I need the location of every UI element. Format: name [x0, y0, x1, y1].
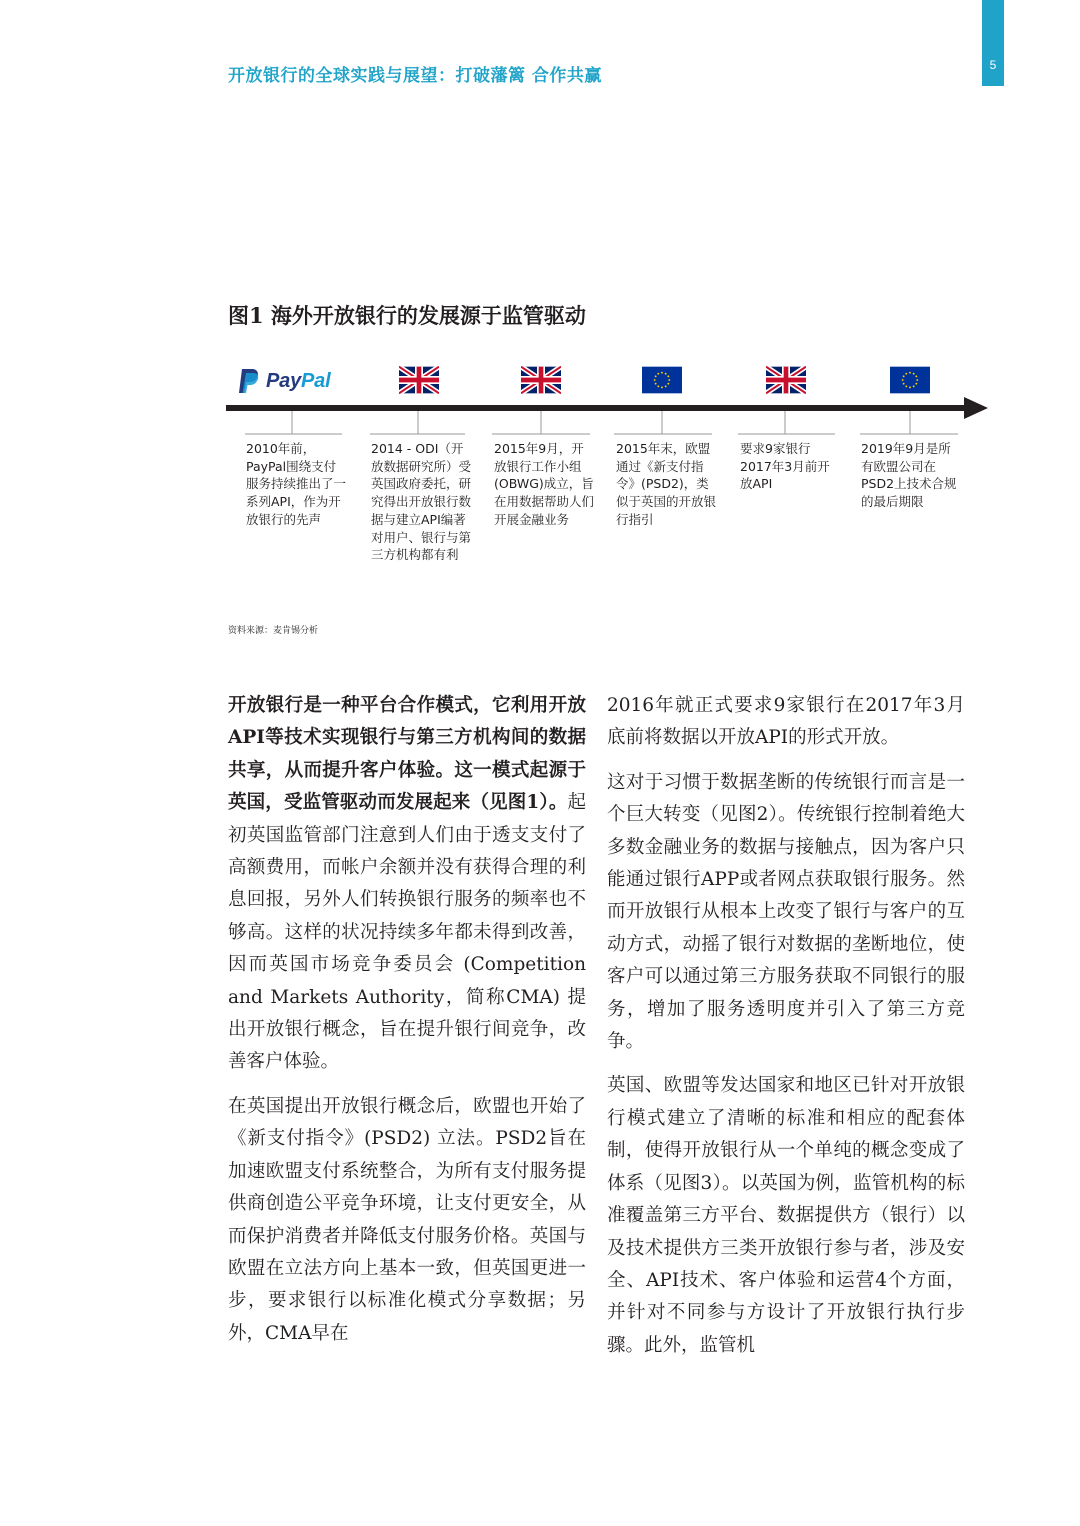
running-header: 开放银行的全球实践与展望：打破藩篱 合作共赢 [228, 66, 602, 86]
uk-flag-icon [399, 366, 439, 394]
uk-flag-icon [521, 366, 561, 394]
eu-star [665, 385, 667, 387]
eu-star [913, 373, 915, 375]
eu-star [661, 372, 663, 374]
figure-title: 图1 海外开放银行的发展源于监管驱动 [228, 303, 586, 328]
timeline-event-deadline: 2019年9月是所有欧盟公司在PSD2上技术合规的最后期限 [861, 441, 957, 510]
timeline-event-psd2: 2015年末，欧盟通过《新支付指令》(PSD2)，类似于英国的开放银行指引 [616, 441, 717, 527]
eu-star [913, 385, 915, 387]
eu-star [665, 373, 667, 375]
eu-star [909, 386, 911, 388]
eu-star [915, 375, 917, 377]
eu-star [668, 379, 670, 381]
eu-star [915, 383, 917, 385]
timeline-ticks [245, 411, 958, 434]
timeline-arrowhead [964, 397, 988, 419]
paragraph: 这对于习惯于数据垄断的传统银行而言是一个巨大转变（见图2）。传统银行控制着绝大多数金融业务的数据与接触点，因为客户只能通过银行APP或者网点获取银行服务。然而开放银行从根本上改变了银行与客户的互动方式，动摇了银行对数据的垄断地位，使客户可以通过第三方服务获取不同银行的服务，增加了服务透明度并引入了第三方竞争。 [607, 771, 965, 1053]
eu-star [903, 383, 905, 385]
body-column-left [228, 690, 586, 1362]
paragraph-text: 起初英国监管部门注意到人们由于透支支付了高额费用，而帐户余额并没有获得合理的利息回报，另外人们转换银行服务的频率也不够高。这样的状况持续多年都未得到改善，因而英国市场竞争委员会 (Competition and Markets Authority，简称CMA) 提出开放银行概念，旨在提升银行间竞争，改善客户体验。 [228, 792, 586, 1073]
eu-star [661, 386, 663, 388]
paypal-wordmark: PayPal [266, 369, 331, 392]
lead-text: 开放银行是一种平台合作模式，它利用开放API等技术实现银行与第三方机构间的数据共享，从而提升客户体验。这一模式起源于英国，受监管驱动而发展起来（见图1）。 [228, 695, 586, 814]
paypal-logo [238, 366, 330, 396]
eu-star [667, 383, 669, 385]
paragraph: 在英国提出开放银行概念后，欧盟也开始了《新支付指令》(PSD2) 立法。PSD2旨在加速欧盟支付系统整合，为所有支付服务提供商创造公平竞争环境，让支付更安全，从而保护消费者并降低支付服务价格。英国与欧盟在立法方向上基本一致，但英国更进一步，要求银行以标准化模式分享数据；另外，CMA早在 [228, 1095, 586, 1344]
paragraph: 英国、欧盟等发达国家和地区已针对开放银行模式建立了清晰的标准和相应的配套体制，使得开放银行从一个单纯的概念变成了体系（见图3）。以英国为例，监管机构的标准覆盖第三方平台、数据提供方（银行）以及技术提供方三类开放银行参与者，涉及安全、API技术、客户体验和运营4个方面，并针对不同参与方设计了开放银行执行步骤。此外，监管机 [607, 1075, 965, 1356]
eu-star [655, 383, 657, 385]
eu-star [657, 373, 659, 375]
page-number: 5 [989, 58, 997, 72]
eu-star [903, 375, 905, 377]
eu-star [905, 385, 907, 387]
eu-star [916, 379, 918, 381]
eu-star [657, 385, 659, 387]
eu-star [655, 375, 657, 377]
timeline-graphic [0, 0, 1080, 700]
timeline-event-odi: 2014 - ODI（开放数据研究所）受英国政府委托，研究得出开放银行数据与建立API编著对用户、银行与第三方机构都有利 [371, 441, 472, 563]
paragraph: 2016年就正式要求9家银行在2017年3月底前将数据以开放API的形式开放。 [607, 695, 965, 749]
eu-star [905, 373, 907, 375]
figure-source: 资料来源：麦肯锡分析 [228, 626, 319, 636]
uk-flag-icon [766, 366, 806, 394]
timeline-event-cma: 要求9家银行2017年3月前开放API [740, 441, 830, 492]
eu-star [902, 379, 904, 381]
timeline-event-paypal: 2010年前，PayPal围绕支付服务持续推出了一系列API，作为开放银行的先声 [246, 441, 347, 527]
eu-star [667, 375, 669, 377]
body-column-right [607, 690, 965, 1374]
eu-star [654, 379, 656, 381]
eu-flag-icon [890, 366, 930, 394]
timeline-event-obwg: 2015年9月，开放银行工作小组 (OBWG)成立，旨在用数据帮助人们开展金融业务 [494, 441, 595, 527]
paragraph [228, 690, 586, 1079]
paypal-icon [238, 368, 260, 394]
eu-star [909, 372, 911, 374]
eu-flag-icon [642, 366, 682, 394]
